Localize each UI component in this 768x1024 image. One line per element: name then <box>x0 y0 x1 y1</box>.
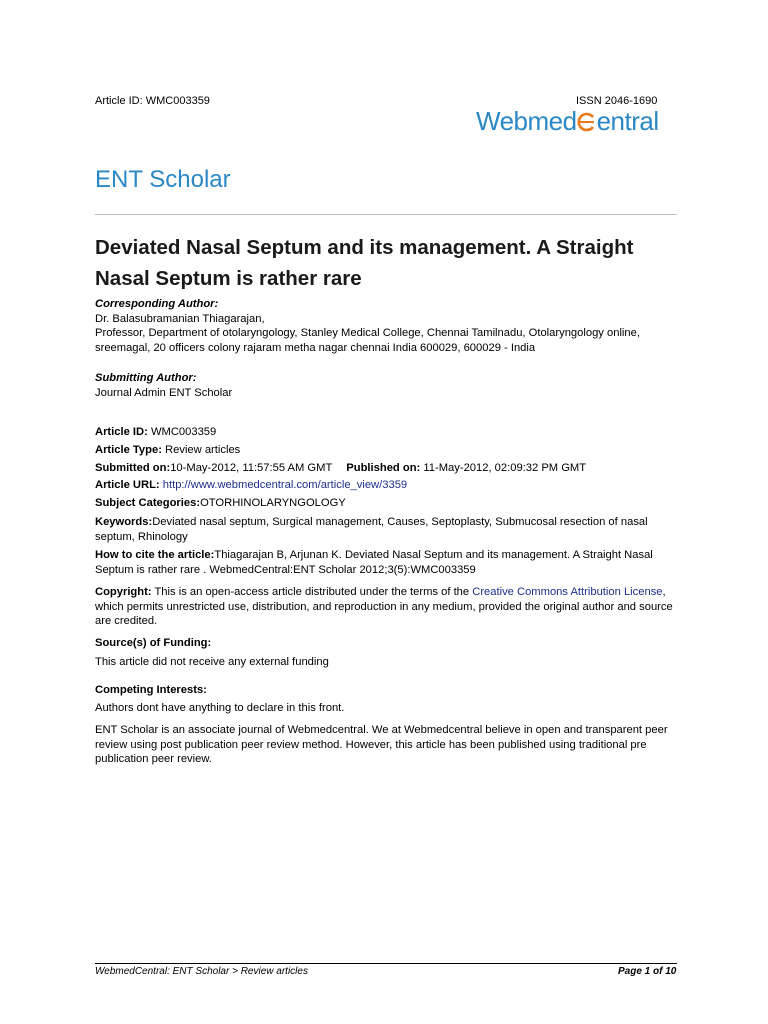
funding-label: Source(s) of Funding: <box>95 637 212 649</box>
corresponding-label: Corresponding Author: <box>95 298 219 310</box>
submitting-name: Journal Admin ENT Scholar <box>95 386 233 399</box>
footer-divider <box>95 963 677 964</box>
meta-dates: Submitted on:10-May-2012, 11:57:55 AM GMT Published on: 11-May-2012, 02:09:32 PM GMT <box>95 461 587 474</box>
footer-left: WebmedCentral: ENT Scholar > Review articles <box>95 966 308 977</box>
header-article-id: Article ID: WMC003359 <box>95 95 210 107</box>
meta-article-type: Article Type: Review articles <box>95 443 241 456</box>
funding-text: This article did not receive any external funding <box>95 655 329 668</box>
meta-citation: How to cite the article:Thiagarajan B, Arjunan K. Deviated Nasal Septum and its management. A Straight Nasal Septum is rather rare . WebmedCentral:ENT Scholar 2012;3(5):WMC003359 <box>95 549 653 576</box>
article-url-link[interactable]: http://www.webmedcentral.com/article_view/3359 <box>159 479 408 492</box>
meta-subject: Subject Categories:OTORHINOLARYNGOLOGY <box>95 497 346 510</box>
webmedcentral-logo[interactable] <box>476 106 659 137</box>
competing-text: Authors dont have anything to declare in this front. <box>95 701 345 714</box>
article-metadata <box>95 424 680 577</box>
submitting-author <box>95 371 680 400</box>
article-title: Deviated Nasal Septum and its management. A Straight Nasal Septum is rather rare <box>95 236 634 290</box>
copyright-block: Copyright: This is an open-access article distributed under the terms of the Creative Commons Attribution License, which permits unrestricted use, distribution, and reproduction in any medium, provided the original author and source are credited. <box>95 586 673 628</box>
license-link[interactable]: Creative Commons Attribution License <box>472 586 663 598</box>
submitting-label: Submitting Author: <box>95 372 197 384</box>
corresponding-author <box>95 297 680 355</box>
header-issn: ISSN 2046-1690 <box>576 95 658 107</box>
meta-keywords: Keywords:Deviated nasal septum, Surgical management, Causes, Septoplasty, Submucosal resection of nasal septum, Rhinology <box>95 515 648 543</box>
logo-text-part2: entral <box>596 106 659 136</box>
meta-article-id: Article ID: WMC003359 <box>95 426 217 438</box>
logo-text-part1: Webmed <box>476 106 577 136</box>
logo-c-mark-icon <box>577 106 597 136</box>
journal-name: ENT Scholar <box>95 166 231 193</box>
journal-note: ENT Scholar is an associate journal of Webmedcentral. We at Webmedcentral believe in open and transparent peer review using post publication peer review method. However, this article has been published using traditional pre publication peer review. <box>95 724 668 766</box>
funding-block <box>95 636 680 669</box>
competing-label: Competing Interests: <box>95 684 207 696</box>
meta-article-url: Article URL: http://www.webmedcentral.com/article_view/3359 <box>95 479 408 492</box>
footer-page-number: Page 1 of 10 <box>618 966 677 977</box>
header-divider <box>95 214 677 215</box>
corresponding-name: Dr. Balasubramanian Thiagarajan, <box>95 312 265 325</box>
corresponding-affiliation: Professor, Department of otolaryngology, Stanley Medical College, Chennai Tamilnadu, Otolaryngology online, sreemagal, 20 officers colony rajaram metha nagar chennai India 600029, 600029 - India <box>95 327 640 354</box>
competing-interests-block <box>95 683 680 715</box>
